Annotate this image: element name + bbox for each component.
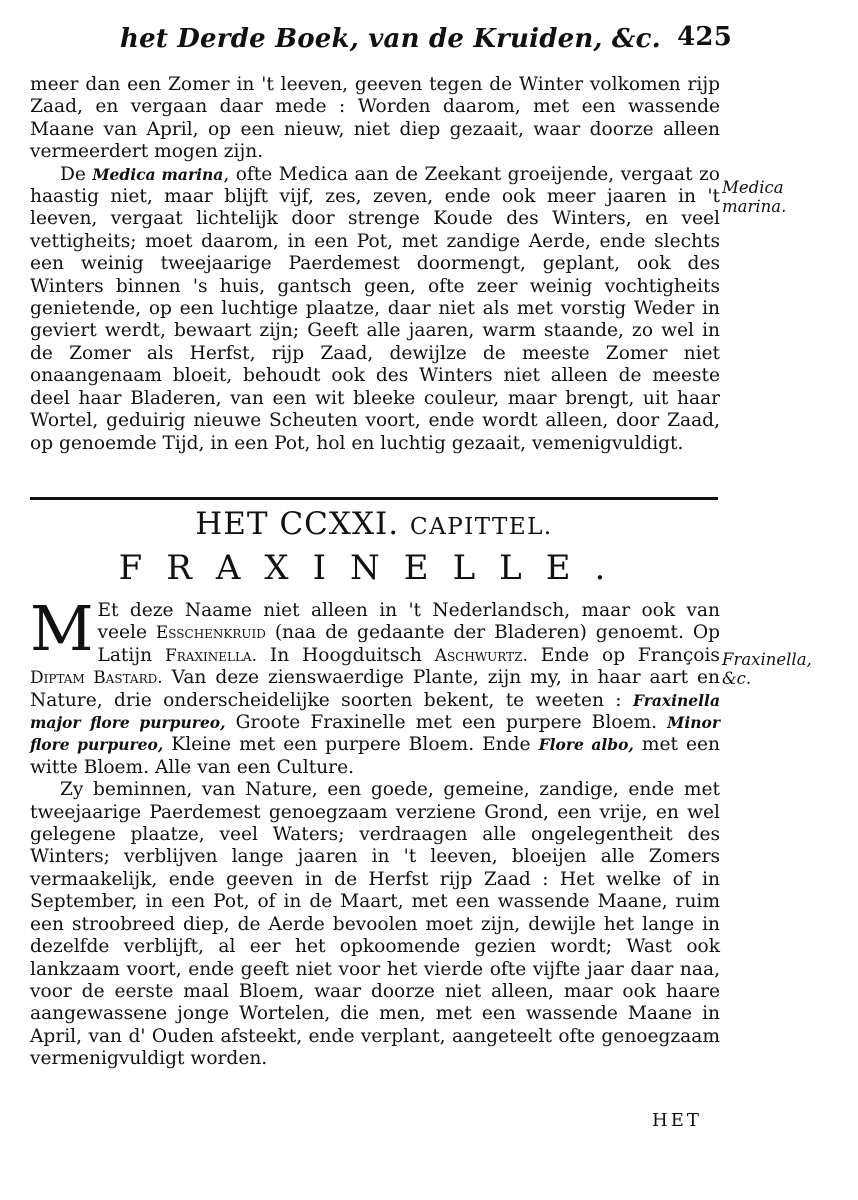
text-run: met een witte Bloem. Alle van een Culture. [30,734,720,778]
paragraph-continuation: meer dan een Zomer in 't leeven, geeven tegen de Winter volkomen rijp Zaad, en vergaan daar mede : Worden daarom, met een wassende Maane van April, op een nieuw, niet diep gezaait, waar doorze alleen vermeerdert mogen zijn. [30,74,720,163]
margin-note-medica: Medica marina. [722,178,787,216]
chapter-number: CCXXI. [279,506,400,542]
text-run: In Hoogduitsch [269,644,422,666]
text-run: Ende op François [540,644,720,666]
chapter-heading [30,506,718,542]
running-title: het Derde Boek, van de Kruiden, &c. [120,24,661,54]
text-block-medica [30,74,720,455]
section-divider [30,497,718,500]
text-block-fraxinelle [30,592,720,1071]
chapter-het: HET [195,506,269,542]
name-fraxinella: Fraxinella. [164,645,257,666]
paragraph-start-word: De [60,163,86,185]
paragraph-body: , ofte Medica aan de Zeekant groeijende, vergaat zo haastig niet, maar blijft vijf, zes, zeven, ende ook meer jaaren in 't leeven, vergaat lichtelijk door strenge Koude des Winters, en veel vettigheits; moet daarom, in een Pot, met zandige Aerde, ende slechts een weinig tweejaarige Paerdemest doormengt, geplant, ook des Winters binnen 's huis, gantsch geen, ofte zeer weinig vochtigheits genietende, op een luchtige plaatze, daar niet als met vorstig Weder in geviert werdt, bewaart zijn; Geeft alle jaaren, warm staande, zo wel in de Zomer als Herfst, rijp Zaad, dewijlze de meeste Zomer niet onaangenaam bloeit, behoudt ook des Winters niet alleen de meeste deel haar Bladeren, van een wit bleeke couleur, maar brengt, uit haar Wortel, geduirig nieuwe Scheuten voort, ende wordt alleen, door Zaad, op genoemde Tijd, in een Pot, hol en luchtig gezaait, vemenigvuldigt. [30,163,720,454]
catchword: HET [652,1110,702,1131]
paragraph-medica-marina [30,164,720,455]
margin-note-fraxinella: Fraxinella, &c. [722,650,812,688]
latin-fraxinella-major: Fraxinella major flore purpureo, [30,690,720,733]
text-run: Groote Fraxinelle met een purpere Bloem. [235,712,658,734]
text-run: (naa de gedaante der Bladeren) genoemt. Op Latijn [97,622,720,666]
name-esschenkruid: Esschenkruid [155,623,266,644]
paragraph-fraxinelle-intro [30,592,720,779]
latin-flore-albo: Flore albo, [538,735,634,755]
plant-name-title: FRAXINELLE. [118,548,630,588]
page-number: 425 [677,22,732,52]
name-diptam-bastard: Diptam Bastard. [30,668,163,689]
paragraph-culture: Zy beminnen, van Nature, een goede, gemeine, zandige, ende met tweejaarige Paerdemest genoegzaam verziene Grond, een vrije, en wel gelegene plaatze, veel Waters; verdraagen alle ongelegentheit des Winters; verblijven lange jaaren in 't leeven, bloeijen alle Zomers vermaakelijk, ende geeven in de Herfst rijp Zaad : Het welke of in September, in een Pot, of in de Maart, met een wassende Maane, ruim een stroobreed diep, de Aerde bevoolen moet zijn, dewijle het lange in dezelfde verblijft, al eer het opkoomende gezien wordt; Wast ook lankzaam voort, ende geeft niet voor het vierde ofte vijfte jaar daar naa, voor de eerste maal Bloem, waar doorze niet alleen, maar ook haare aangewassene jonge Wortelen, die men, met een wassende Maane in April, van d' Ouden afsteekt, ende verplant, aangeteelt ofte genoegzaam vermenigvuldigt worden. [30,779,720,1070]
chapter-label: CAPITTEL. [409,514,553,540]
text-run: Kleine met een purpere Bloem. Ende [171,734,531,756]
latin-minor: Minor flore purpureo, [30,713,720,755]
text-run: Et deze Naame niet alleen in 't Nederlandsch, maar ook van veele [97,600,720,644]
drop-cap: M [30,592,94,665]
text-run: Van deze zienswaerdige Plante, zijn my, in haar aart en Nature, drie onderscheidelijke soorten bekent, te weeten : [30,667,720,711]
running-header [120,24,730,54]
name-aschwurtz: Aschwurtz. [434,645,528,666]
latin-term-medica-marina: Medica marina [92,164,224,184]
